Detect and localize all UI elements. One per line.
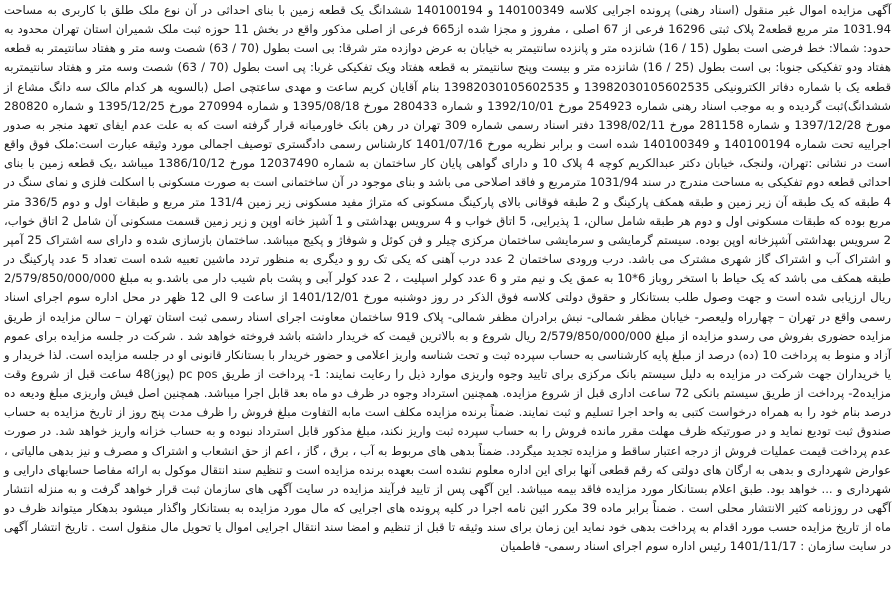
auction-notice-body: آگهی مزایده اموال غیر منقول (اسناد رهنی) پرونده اجرایی کلاسه 140100349 و 140100194 ششدانگ یک قطعه زمین با بنای احداثی در آن نوع ملک طلق با کاربری به مساحت 1031.94 متر مربع قطعه2 پلاک ثبتی 16296 فرعی از 67 اصلی ، مفروز و مجزا شده از665 فرعی از اصلی مذکور واقع در بخش 11 حوزه ثبت ملک شمیران استان تهران محدود به حدود: شمالا: خط فرضی است بطول (15 / 16) شانزده متر و پانزده سانتیمتر به خیابان به عرض دوازده متر شرقا: بی است بطول (70 / 63) شصت وسه متر و هفتاد سانتیمتر به قطعه هفتاد ودو تفکیکی جنوبا: بی است بطول (25 / 16) شانزده متر و بیست وپنج سانتیمتر به قطعه هفتاد ویک تفکیکی غربا: پی است بطول (70 / 63) شصت وسه متر و هفتاد سانتیمتربه قطعه یک با شماره دفاتر الکترونیکی 13982030105602535 و 13982030105602535 بنام آقایان کریم ساعت و مهدی ساعتچی اصل (بالسویه هر کدام مالک سه دانگ مشاع از ششدانگ)ثبت گردیده و به موجب اسناد رهنی شماره 254923 مورخ 1392/10/01 و شماره 280433 مورخ 1395/08/18 و شماره 270994 مورخ 1395/12/25 و شماره 280820 مورخ 1397/12/28 و شماره 281158 مورخ 1398/02/11 دفتر اسناد رسمی شماره 309 تهران در رهن بانک خاورمیانه قرار گرفته است که به علت عدم ایفای تعهد منجر به صدور اجراییه تحت شماره 140100194 و 140100349 شده است و برابر نظریه مورخ 1401/07/16 کارشناس رسمی دادگستری توصیف اجمالی مورد وثیقه عبارت است:ملک فوق واقع است در نشانی :تهران، ولنجک، خیابان دکتر عبدالکریم کوچه 4 پلاک 10 و دارای گواهی پایان کار ساختمان به شماره 12037490 مورخ 1386/10/12 میباشد ،یک قطعه زمین با بنای احداثی قطعه دوم تفکیکی به مساحت مندرج در سند 1031/94 مترمربع و فاقد اصلاحی می باشد و بنای موجود در آن ساختمانی است به صورت مسکونی با اسکلت فلزی و نمای سنگ در 4 طبقه که یک طبقه آن زیر زمین و طبقه همکف پارکینگ و 2 طبقه فوقانی بالای پارکینگ مسکونی که متراژ مفید مسکونی زیر زمین 131/4 متر مربع و طبقات اول و دوم 336/5 متر مربع بوده که طبقات مسکونی اول و دوم هر طبقه شامل سالن، 1 پذیرایی، 5 اتاق خواب و 4 سرویس بهداشتی و 1 آشپز خانه اوپن و زیر زمین قسمت مسکونی آن شامل 2 اتاق خواب، 2 سرویس بهداشتی آشپزخانه اوپن بوده. سیستم گرمایشی و سرمایشی ساختمان مرکزی چیلر و فن کوئل و شوفاژ و پکیج میباشد. ساختمان بازسازی شده و دارای سه اشتراک 25 آمپر و اشتراک آب و اشتراک گاز شهری مشترک می باشد. درب ورودی ساختمان 2 عدد درب آهنی که یکی تک رو و دیگری به منظور تردد ماشین تعبیه شده است تعداد 5 عدد پارکینگ در طبقه همکف می باشد که یک حیاط با استخر روباز 6*10 به عمق یک و نیم متر و 6 عدد کولر اسپلیت ، 2 عدد کولر آبی و پشت بام شیب دار می باشد.و به مبلغ 2/579/850/000/000 ریال ارزیابی شده است و جهت وصول طلب بستانکار و حقوق دولتی کلاسه فوق الذکر در روز دوشنبه مورخ 1401/12/01 از ساعت 9 الی 12 ظهر در محل اداره سوم اجرای اسناد رسمی واقع در تهران – چهارراه ولیعصر- خیابان مظفر شمالی- نبش برادران مظفر شمالی- پلاک 919 ساختمان معاونت اجرای اسناد رسمی ثبت استان تهران – سالن مزایده از طریق مزایده حضوری بفروش می رسدو مزایده از مبلغ 2/579/850/000/000 ریال شروع و به بالاترین قیمت که خریدار داشته باشد فروخته خواهد شد . شرکت در جلسه مزایده برای عموم آزاد و منوط به پرداخت 10 (ده) درصد از مبلغ پایه کارشناسی به حساب سپرده ثبت و تحت شناسه واریز اعلامی و حضور خریدار با بستانکار قانونی او در جلسه مزایده است. لذا خریدار و یا خریداران جهت شرکت در مزایده به دلیل سیستم بانک مرکزی برای تایید وجوه واریزی موارد ذیل را رعایت نمایند: 1- پرداخت از طریق pc pos (پوز)48 ساعت قبل از شروع وقت مزایده2- پرداخت از طریق سیستم بانکی 72 ساعت اداری قبل از شروع مزایده. همچنین استرداد وجوه در ظرف دو ماه بعد قابل اجرا میباشد. همچنین اصل فیش واریزی مبلغ ودیعه ده درصد بنام خود را به همراه درخواست کتبی به واحد اجرا تسلیم و ثبت نمایند. ضمناً برنده مزایده مکلف است مابه التفاوت مبلغ فروش را ظرف مدت پنج روز از تاریخ مزایده به حساب صندوق ثبت تودیع نماید و در صورتیکه ظرف مهلت مقرر مانده فروش را به حساب سپرده ثبت واریز نکند، مبلغ مذکور قابل استرداد نبوده و به حساب خزانه واریز خواهد شد. در صورت عدم پرداخت قیمت عملیات فروش از درجه اعتبار ساقط و مزایده تجدید میگردد. ضمناً بدهی های مربوط به آب ، برق ، گاز ، اعم از حق انشعاب و اشتراک و مصرف و نیز بدهی مالیاتی ، عوارض شهرداری و بدهی به ارگان های دولتی که رقم قطعی آنها برای این اداره معلوم نشده است بعهده برنده مزایده است و تنظیم سند انتقال موکول به ارائه مفاصا حسابهای دارایی و شهرداری و ... خواهد بود. طبق اعلام بستانکار مورد مزایده فاقد بیمه میباشد. این آگهی پس از تایید فرآیند مزایده در سایت آگهی های سازمان ثبت قرار خواهد گرفت و به منزله انتشار آگهی در روزنامه کثیر الانتشار محلی است . ضمناً برابر ماده 39 مکرر ائین نامه اجرا در کلیه پرونده های اجرایی که مال مورد مزایده به بستانکار واگذار میشود بدهکار میتواند ظرف دو ماه از تاریخ مزایده حسب مورد اقدام به پرداخت بدهی خود نماید این زمان برای سند وثیقه تا قبل از تنظیم و امضا سند انتقال اجرایی اموال یا تحویل مال منقول است . تاریخ انتشار آگهی در سایت سازمان : 1401/11/17 رئیس اداره سوم اجرای اسناد رسمی- فاطمیان <box>4 3 892 554</box>
